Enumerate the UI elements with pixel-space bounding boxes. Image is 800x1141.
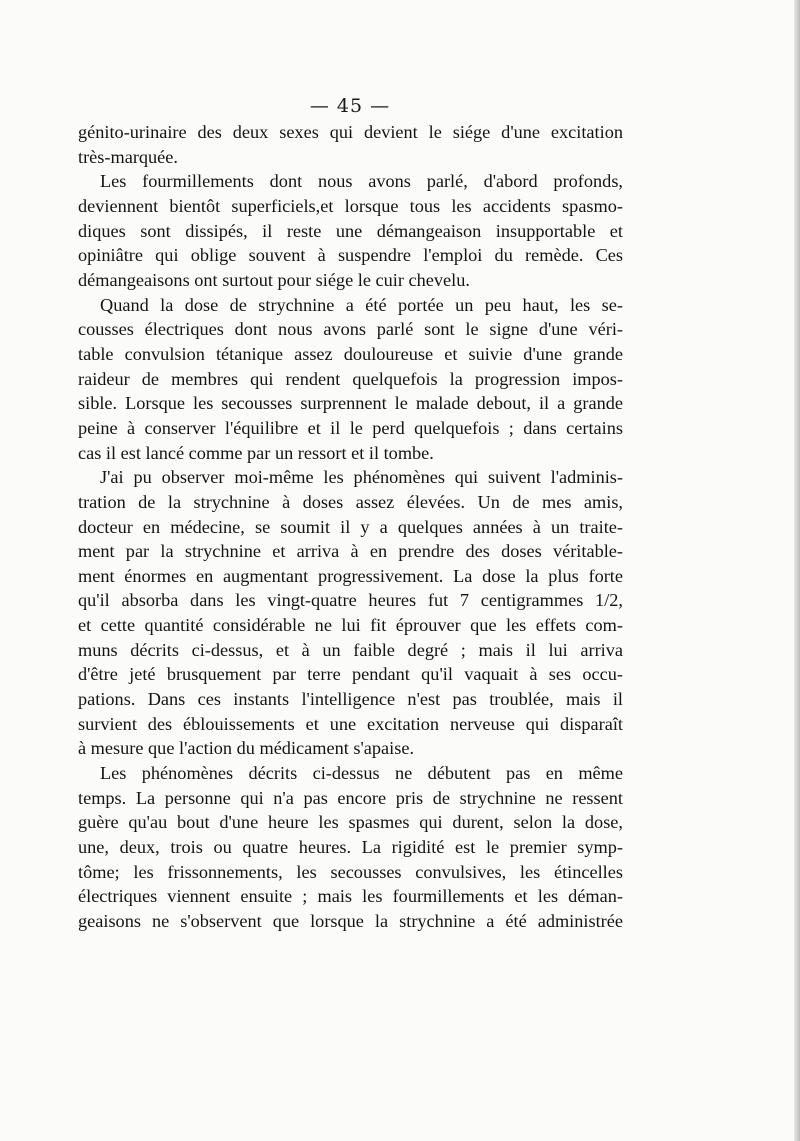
- text-line: opiniâtre qui oblige souvent à suspendre l'emploi du remède. Ces: [78, 245, 623, 266]
- text-line: cousses électriques dont nous avons parlé sont le signe d'une véri-: [78, 319, 623, 340]
- text-line: ment par la strychnine et arriva à en prendre des doses véritable-: [78, 541, 623, 562]
- text-line: très-marquée.: [78, 146, 178, 167]
- text-line: une, deux, trois ou quatre heures. La rigidité est le premier symp-: [78, 837, 623, 858]
- text-line: ment énormes en augmentant progressivement. La dose la plus forte: [78, 565, 623, 586]
- text-line: tration de la strychnine à doses assez élevées. Un de mes amis,: [78, 491, 623, 512]
- text-line: temps. La personne qui n'a pas encore pris de strychnine ne ressent: [78, 787, 623, 808]
- paragraph: [78, 120, 623, 169]
- text-line: Quand la dose de strychnine a été portée un peu haut, les se-: [100, 294, 623, 315]
- text-line: à mesure que l'action du médicament s'apaise.: [78, 738, 415, 759]
- text-line: pations. Dans ces instants l'intelligence n'est pas troublée, mais il: [78, 689, 623, 710]
- text-line: tôme; les frissonnements, les secousses convulsives, les étincelles: [78, 861, 623, 882]
- paragraph: [78, 293, 623, 466]
- paragraph: [78, 465, 623, 761]
- text-line: deviennent bientôt superficiels,et lorsque tous les accidents spasmo-: [78, 195, 623, 216]
- text-line: diques sont dissipés, il reste une démangeaison insupportable et: [78, 220, 623, 241]
- text-line: sible. Lorsque les secousses surprennent le malade debout, il a grande: [78, 393, 623, 414]
- page-edge-shadow: [794, 0, 800, 1141]
- text-line: d'être jeté brusquement par terre pendant qu'il vaquait à ses occu-: [78, 664, 623, 685]
- text-line: muns décrits ci-dessus, et à un faible degré ; mais il lui arriva: [78, 639, 623, 660]
- text-line: table convulsion tétanique assez douloureuse et suivie d'une grande: [78, 343, 623, 364]
- text-line: docteur en médecine, se soumit il y a quelques années à un traite-: [78, 516, 623, 537]
- text-line: geaisons ne s'observent que lorsque la strychnine a été administrée: [78, 911, 623, 931]
- text-line: génito-urinaire des deux sexes qui devient le siége d'une excitation: [78, 122, 623, 142]
- body-text: [78, 120, 623, 934]
- text-line: qu'il absorba dans les vingt-quatre heures fut 7 centigrammes 1/2,: [78, 590, 623, 611]
- text-line: et cette quantité considérable ne lui fit éprouver que les effets com-: [78, 615, 623, 636]
- paragraph: [78, 761, 623, 934]
- text-line: électriques viennent ensuite ; mais les fourmillements et les déman-: [78, 886, 623, 907]
- text-line: Les fourmillements dont nous avons parlé, d'abord profonds,: [100, 171, 623, 192]
- page-number: — 45 —: [309, 95, 391, 117]
- text-line: peine à conserver l'équilibre et il le perd quelquefois ; dans certains: [78, 417, 623, 438]
- text-line: J'ai pu observer moi-même les phénomènes qui suivent l'adminis-: [100, 467, 623, 488]
- text-line: raideur de membres qui rendent quelquefois la progression impos-: [78, 368, 623, 389]
- text-line: démangeaisons ont surtout pour siége le cuir chevelu.: [78, 269, 470, 290]
- text-line: Les phénomènes décrits ci-dessus ne débutent pas en même: [100, 763, 623, 784]
- paragraph: [78, 169, 623, 292]
- text-line: guère qu'au bout d'une heure les spasmes qui durent, selon la dose,: [78, 812, 623, 833]
- text-line: survient des éblouissements et une excitation nerveuse qui disparaît: [78, 713, 623, 734]
- text-line: cas il est lancé comme par un ressort et il tombe.: [78, 442, 434, 463]
